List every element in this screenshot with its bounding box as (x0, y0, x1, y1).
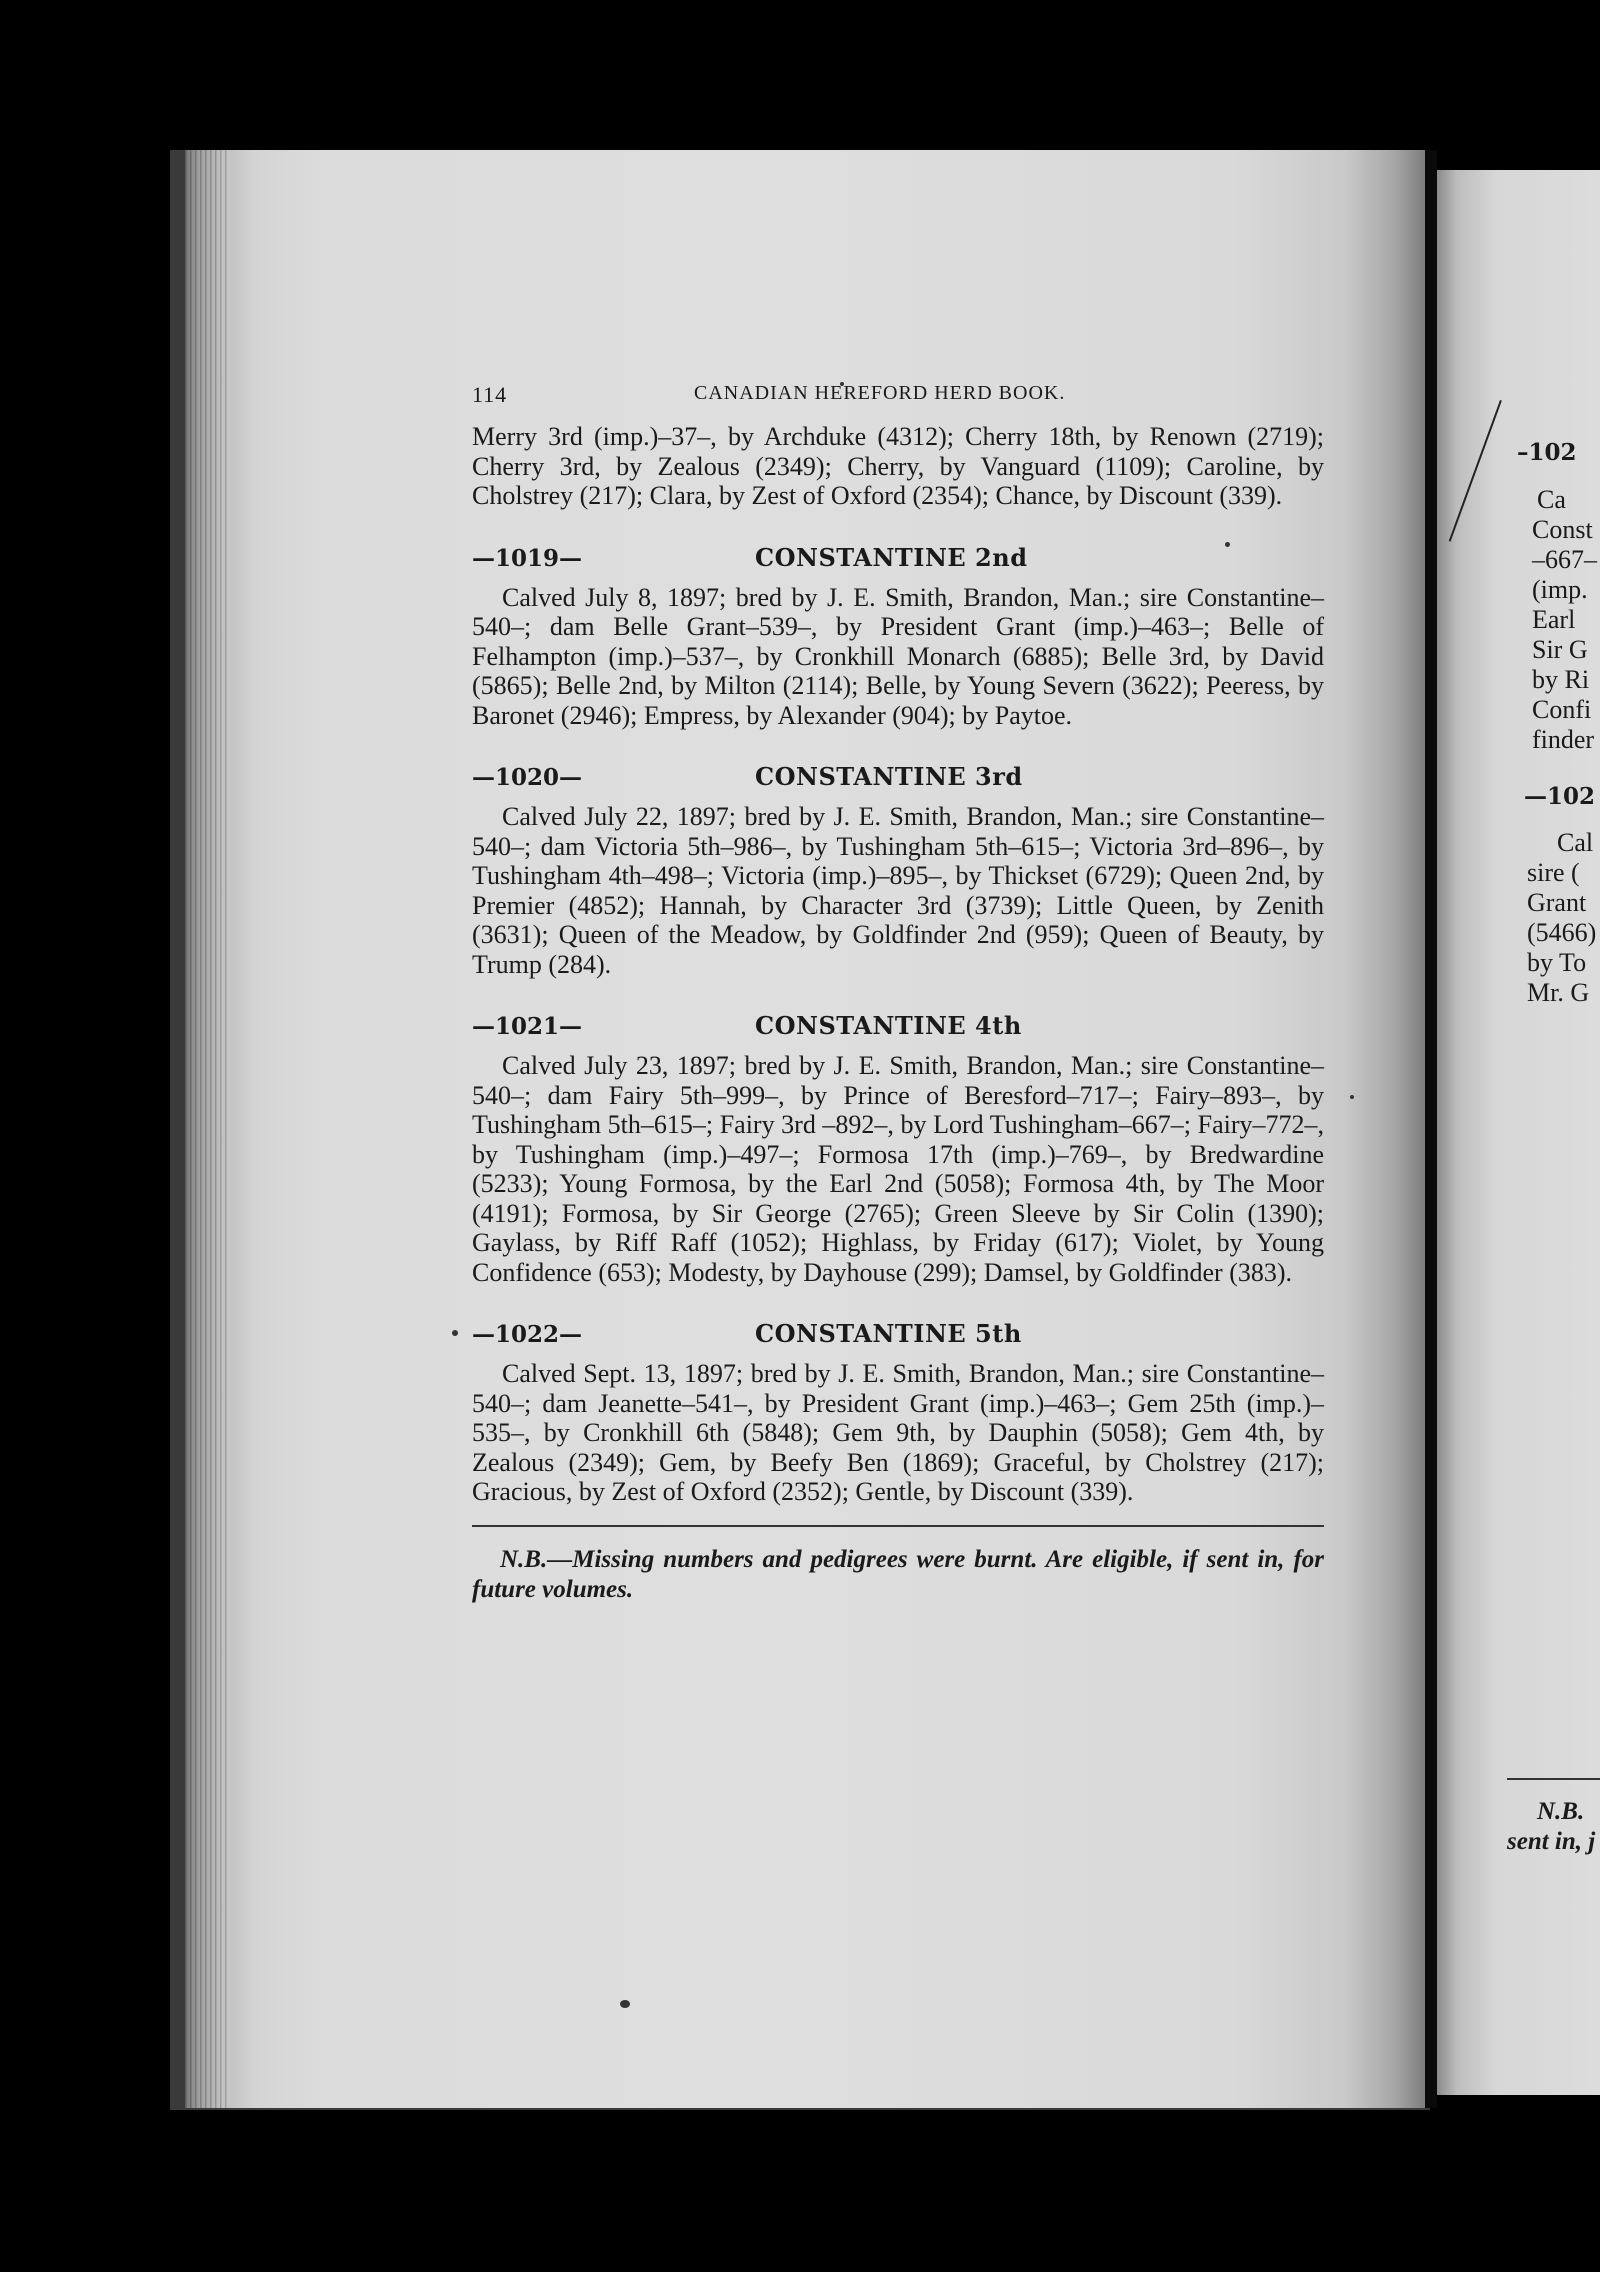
right-fragment: —102 (1524, 783, 1596, 810)
right-fragment: –102 (1517, 439, 1577, 466)
entry-heading (472, 1309, 1324, 1359)
entry-name: CONSTANTINE 3rd (755, 762, 1023, 791)
right-fragment: Confi (1532, 695, 1592, 724)
entry-pedigree: Calved July 23, 1897; bred by J. E. Smith, Brandon, Man.; sire Constantine–540–; dam Fairy 5th–999–, by Prince of Beresford–717–; Fairy–893–, by Tushingham 5th–615–; Fairy 3rd –892–, by Lord Tushingham–667–; Fairy–772–, by Tushingham (imp.)–497–; Formosa 17th (imp.)–769–, by Bredwardine (5233); Young Formosa, by the Earl 2nd (5058); Formosa 4th, by The Moor (4191); Formosa, by Sir George (2765); Green Sleeve by Sir Colin (1390); Gaylass, by Riff Raff (1052); Highlass, by Friday (617); Violet, by Young Confidence (653); Modesty, by Dayhouse (299); Damsel, by Goldfinder (383). (472, 1051, 1324, 1287)
right-fragment: sire ( (1527, 858, 1580, 887)
right-fragment: Earl (1532, 605, 1576, 634)
entry-name: CONSTANTINE 5th (755, 1319, 1022, 1348)
entry-name: CONSTANTINE 2nd (755, 542, 1028, 572)
right-fragment: Sir G (1532, 635, 1588, 664)
entry-pedigree: Calved July 8, 1897; bred by J. E. Smith, Brandon, Man.; sire Constantine–540–; dam Belle Grant–539–, by President Grant (imp.)–463–; Belle of Felhampton (imp.)–537–, by Cronkhill Monarch (6885); Belle 3rd, by David (5865); Belle 2nd, by Milton (2114); Belle, by Young Severn (3622); Peeress, by Baronet (2946); Empress, by Alexander (904); by Paytoe. (472, 582, 1324, 730)
entry-pedigree: Calved Sept. 13, 1897; bred by J. E. Smith, Brandon, Man.; sire Constantine–540–; dam Jeanette–541–, by President Grant (imp.)–463–; Gem 25th (imp.)–535–, by Cronkhill 6th (5848); Gem 9th, by Dauphin (5058); Gem 4th, by Zealous (2349); Gem, by Beefy Ben (1869); Graceful, by Cholstrey (217); Gracious, by Zest of Oxford (2352); Gentle, by Discount (339). (472, 1359, 1324, 1506)
print-speck (1350, 1095, 1354, 1099)
book-title: CANADIAN HEREFORD HERD BOOK. (694, 382, 1066, 404)
right-fragment: –667– (1532, 545, 1597, 574)
right-fragment: by To (1527, 948, 1587, 977)
right-fragment: Grant (1527, 888, 1587, 917)
right-fragment: N.B. (1537, 1798, 1585, 1825)
page-number: 114 (472, 382, 508, 407)
right-fragment: by Ri (1532, 665, 1590, 694)
right-fragment: Mr. G (1527, 978, 1590, 1007)
print-speck (620, 2000, 630, 2008)
entry-number: —1021— (472, 1013, 583, 1040)
right-fragment: (imp. (1532, 575, 1588, 604)
continuation-paragraph: Merry 3rd (imp.)–37–, by Archduke (4312); Cherry 18th, by Renown (2719); Cherry 3rd, by Zealous (2349); Cherry, by Vanguard (1109); Caroline, by Cholstrey (217); Clara, by Zest of Oxford (2354); Chance, by Discount (339). (472, 422, 1324, 510)
right-fragment: Ca (1537, 485, 1566, 514)
right-fragment: sent in, j (1507, 1828, 1596, 1855)
right-fragment: Cal (1557, 828, 1594, 857)
print-speck (452, 1330, 458, 1336)
book-gutter (1425, 150, 1437, 2108)
right-page-rule (1507, 1778, 1600, 1780)
entry-number: —1020— (472, 764, 583, 791)
entry-heading (472, 533, 1324, 583)
entry-pedigree: Calved July 22, 1897; bred by J. E. Smith, Brandon, Man.; sire Constantine–540–; dam Victoria 5th–986–, by Tushingham 5th–615–; Victoria 3rd–896–, by Tushingham 4th–498–; Victoria (imp.)–895–, by Thickset (6729); Queen 2nd, by Premier (4852); Hannah, by Character 3rd (3739); Little Queen, by Zenith (3631); Queen of the Meadow, by Goldfinder 2nd (959); Queen of Beauty, by Trump (284). (472, 802, 1324, 979)
section-rule (472, 1525, 1324, 1527)
page-content (472, 382, 1324, 1605)
entry-name: CONSTANTINE 4th (755, 1011, 1022, 1040)
page-edge-stack (185, 150, 230, 2108)
entry-number: —1022— (472, 1321, 583, 1348)
entry-number: —1019— (472, 544, 583, 572)
right-fragment: Const (1532, 515, 1593, 544)
right-fragment: (5466) (1527, 918, 1597, 947)
right-page (1437, 170, 1600, 2095)
running-header (472, 382, 1324, 422)
footnote: N.B.—Missing numbers and pedigrees were burnt. Are eligible, if sent in, for future volumes. (472, 1545, 1324, 1603)
entry-heading (472, 1001, 1324, 1051)
right-fragment: finder (1532, 725, 1595, 754)
entry-heading (472, 752, 1324, 802)
